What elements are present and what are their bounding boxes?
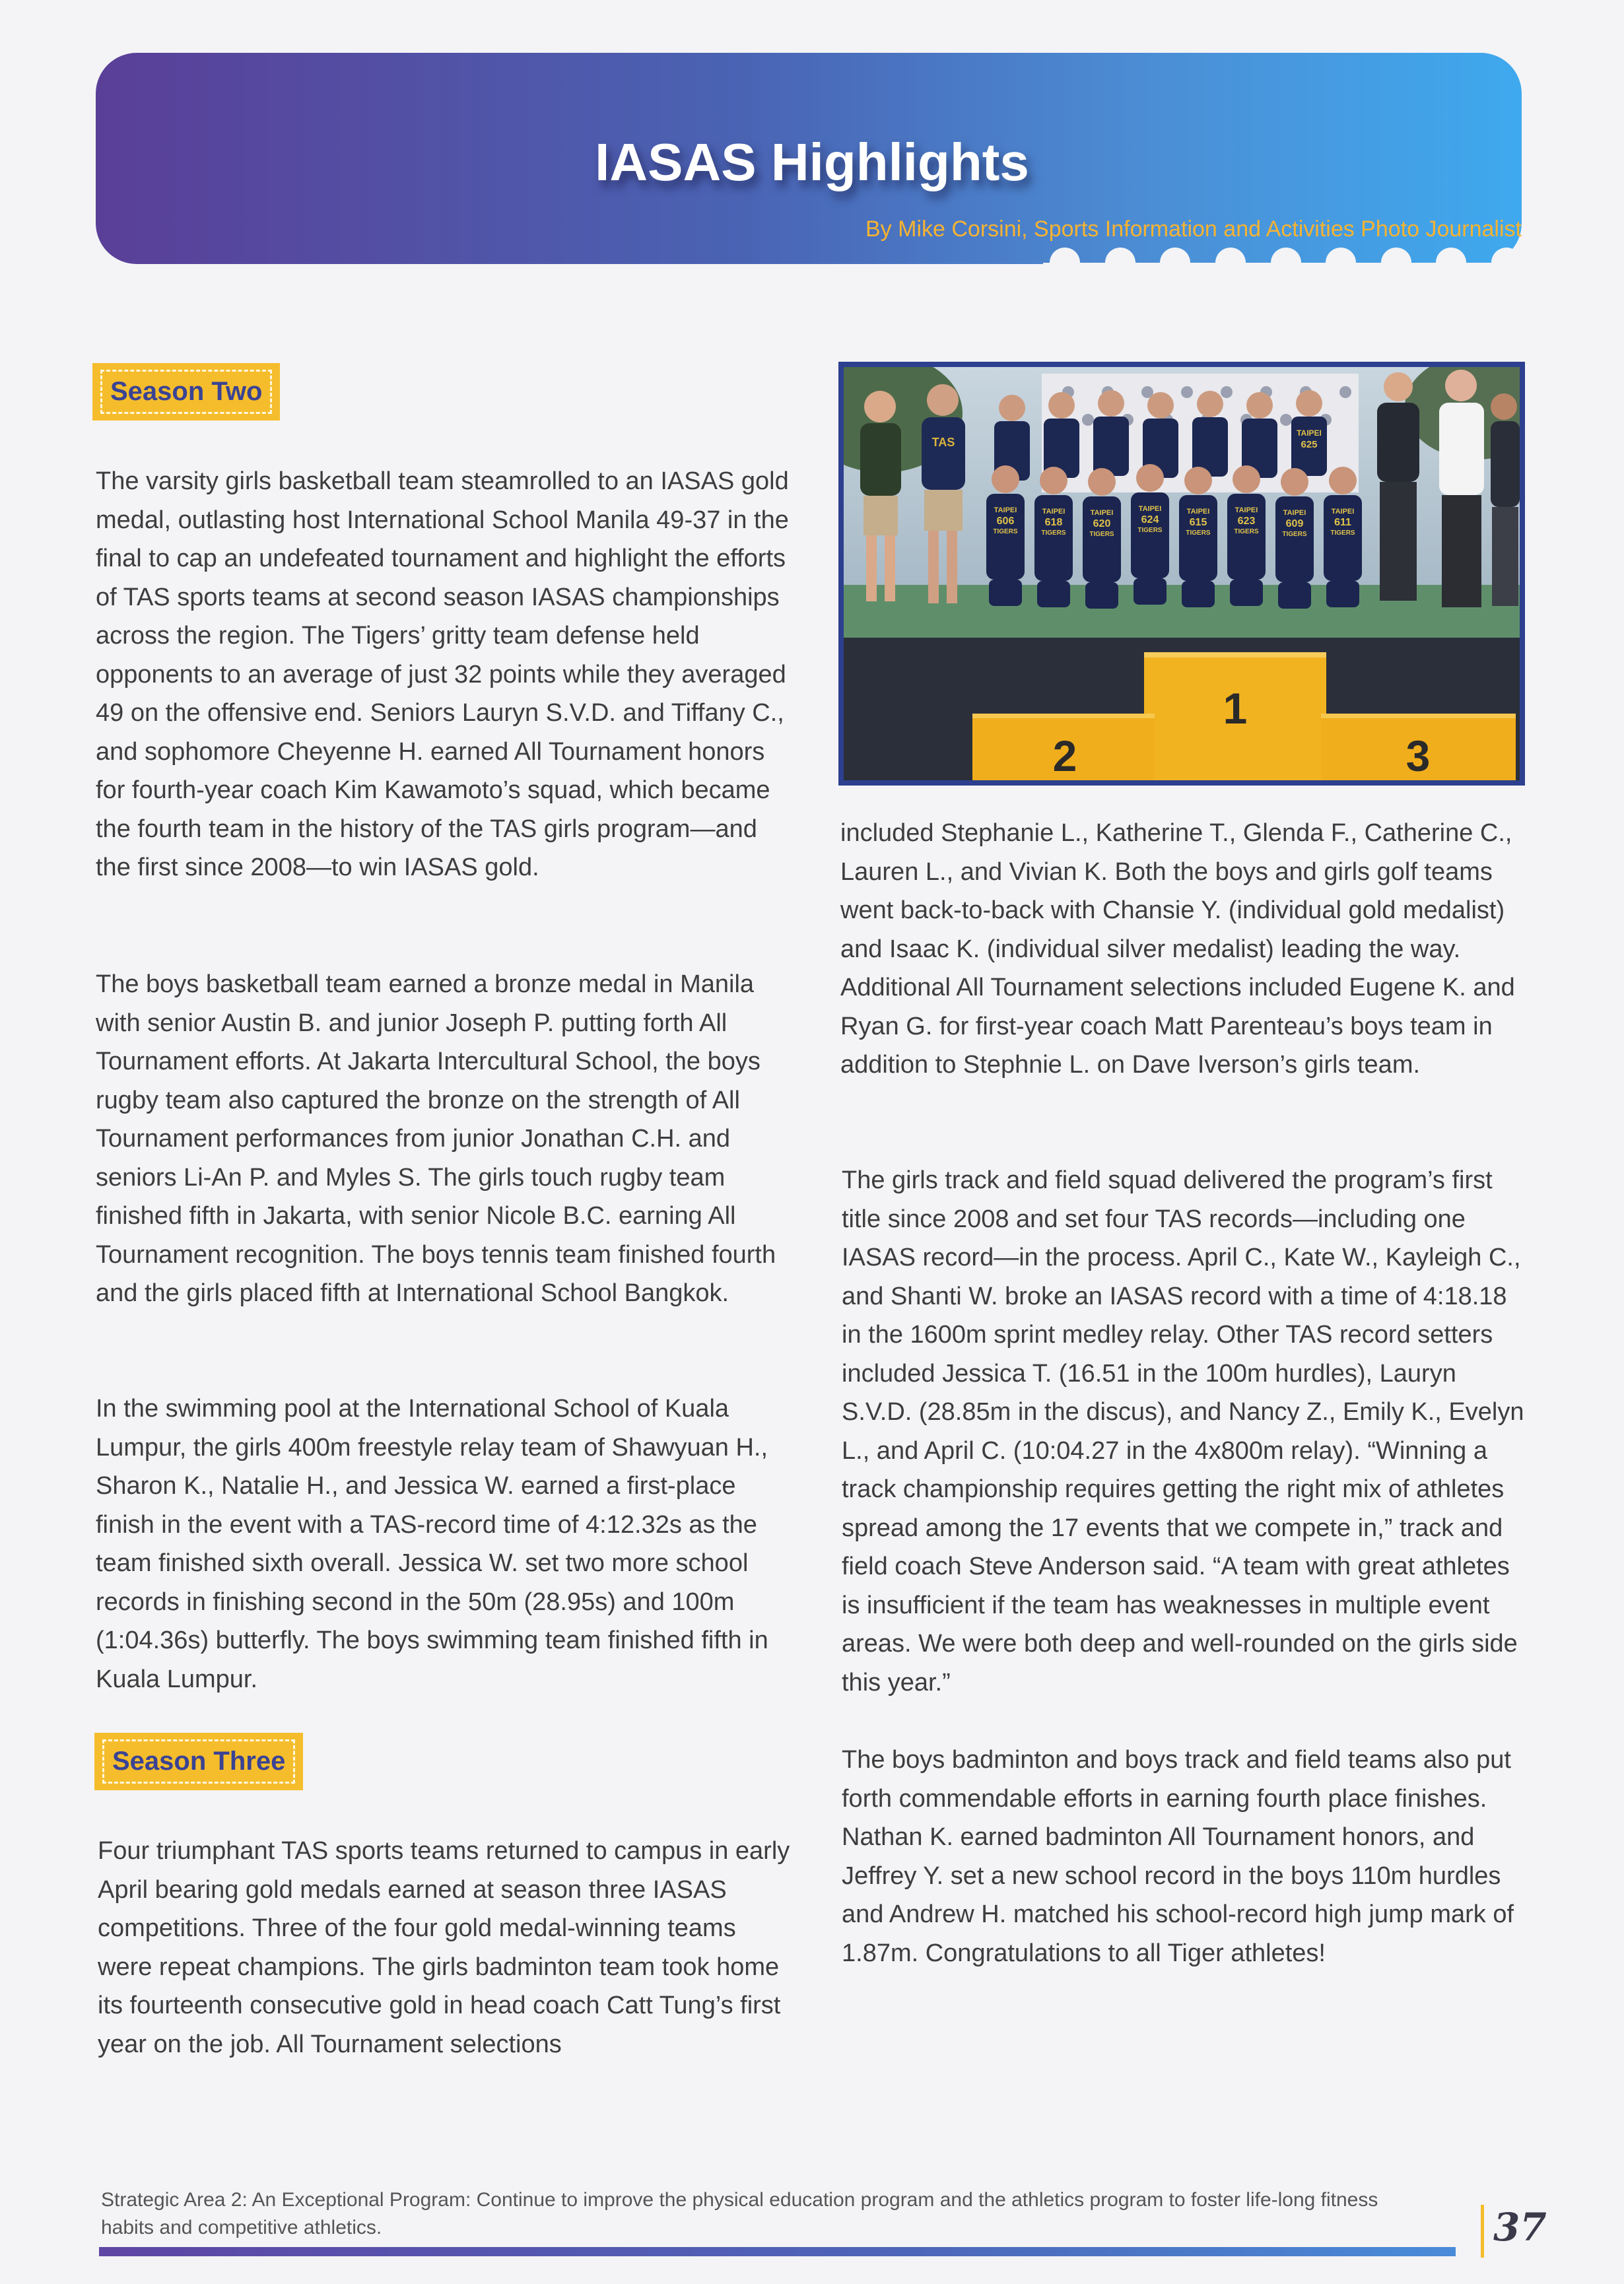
footer-strategic-note: Strategic Area 2: An Exceptional Program: Continue to improve the physical education program and the athletics program to foster life-long fitness habits and competitive athletics. bbox=[101, 2189, 1378, 2238]
coach-shirt-text: TAS bbox=[931, 436, 955, 449]
footer-bar bbox=[99, 2247, 1456, 2256]
banner-dot bbox=[1271, 248, 1301, 278]
jersey-number: 615 bbox=[1189, 517, 1207, 528]
jersey-label: TAIPEI bbox=[1186, 508, 1210, 516]
season-two-label bbox=[92, 363, 280, 420]
jersey-label: TAIPEI bbox=[1283, 509, 1306, 517]
jersey-sublabel: TIGERS bbox=[1282, 531, 1307, 538]
jersey-number: 625 bbox=[1301, 439, 1318, 450]
jersey-number: 623 bbox=[1237, 516, 1256, 527]
jersey-label: TAIPEI bbox=[1235, 506, 1258, 514]
jersey-label: TAIPEI bbox=[1297, 428, 1322, 438]
article-paragraph: included Stephanie L., Katherine T., Glenda F., Catherine C., Lauren L., and Vivian K. Both the boys and girls golf teams went back-to-back with Chansie Y. (individual gold medalist) and Isaac K. (individual silver medalist) leading the way. Additional All Tournament selections included Eugene K. and Ryan G. for first-year coach Matt Parenteau’s boys team in addition to Stephnie L. on Dave Iverson’s girls team. bbox=[840, 819, 1515, 1079]
article-paragraph: The boys badminton and boys track and field teams also put forth commendable efforts in earning fourth place finishes. Nathan K. earned badminton All Tournament honors, and Jeffrey Y. set a new school record in the boys 110m hurdles and Andrew H. matched his school-record high jump mark of 1.87m. Congratulations to all Tiger athletes! bbox=[842, 1746, 1514, 1967]
banner-dot bbox=[1491, 248, 1522, 278]
jersey-number: 618 bbox=[1044, 517, 1063, 528]
jersey-sublabel: TIGERS bbox=[1186, 529, 1211, 537]
jersey-label: TAIPEI bbox=[1090, 509, 1114, 517]
jersey-label: TAIPEI bbox=[1331, 508, 1355, 516]
byline: By Mike Corsini, Sports Information and Activities Photo Journalist bbox=[865, 217, 1522, 242]
jersey-label: TAIPEI bbox=[1042, 508, 1066, 516]
article-paragraph: The boys basketball team earned a bronze medal in Manila with senior Austin B. and junior Joseph P. putting forth All Tournament efforts. At Jakarta Intercultural School, the boys rugby team also captured the bronze on the strength of All Tournament performances from junior Jonathan C.H. and seniors Li-An P. and Myles S. The girls touch rugby team finished fifth in Jakarta, with senior Nicole B.C. earning All Tournament recognition. The boys tennis team finished fourth and the girls placed fifth at International School Bangkok. bbox=[96, 970, 776, 1307]
jersey-label: TAIPEI bbox=[1138, 505, 1162, 513]
season-three-label bbox=[94, 1733, 303, 1790]
season-three-label-text: Season Three bbox=[102, 1739, 295, 1784]
jersey-label: TAIPEI bbox=[994, 506, 1017, 514]
banner-dot-row bbox=[1050, 248, 1522, 274]
jersey-number: 606 bbox=[996, 516, 1015, 527]
jersey-sublabel: TIGERS bbox=[1041, 529, 1066, 537]
jersey-sublabel: TIGERS bbox=[1330, 529, 1355, 537]
jersey-sublabel: TIGERS bbox=[1089, 531, 1114, 538]
page-number-divider bbox=[1481, 2205, 1484, 2258]
team-photo-illustration bbox=[844, 367, 1520, 780]
banner-dot bbox=[1160, 248, 1190, 278]
article-paragraph: The girls track and field squad delivered the program’s first title since 2008 and set four TAS records—including one IASAS record—in the process. April C., Kate W., Kayleigh C., and Shanti W. broke an IASAS record with a time of 4:18.18 in the 1600m sprint medley relay. Other TAS record setters included Jessica T. (16.51 in the 100m hurdles), Lauryn S.V.D. (28.85m in the discus), and Nancy Z., Emily K., Evelyn L., and April C. (10:04.27 in the 4x800m relay). “Winning a track championship requires getting the right mix of athletes spread among the 17 events that we compete in,” track and field coach Steve Anderson said. “A team with great athletes is insufficient if the team has weaknesses in multiple event areas. We were both deep and well-rounded on the girls side this year.” bbox=[842, 1166, 1524, 1696]
jersey-number: 609 bbox=[1285, 518, 1304, 529]
article-paragraph: The varsity girls basketball team steamrolled to an IASAS gold medal, outlasting host International School Manila 49-37 in the final to cap an undefeated tournament and highlight the efforts of TAS sports teams at second season IASAS championships across the region. The Tigers’ gritty team defense held opponents to an average of just 32 points while they averaged 49 on the offensive end. Seniors Lauryn S.V.D. and Tiffany C., and sophomore Cheyenne H. earned All Tournament honors for fourth-year coach Kim Kawamoto’s squad, which became the fourth team in the history of the TAS girls program—and the first since 2008—to win IASAS gold. bbox=[96, 467, 789, 881]
jersey-sublabel: TIGERS bbox=[1137, 527, 1163, 534]
banner-dot bbox=[1050, 248, 1080, 278]
jersey-number: 620 bbox=[1093, 518, 1111, 529]
podium-third-place: 3 bbox=[1405, 731, 1431, 780]
jersey-sublabel: TIGERS bbox=[993, 528, 1018, 535]
banner-dot bbox=[1381, 248, 1411, 278]
jersey-number: 624 bbox=[1141, 514, 1159, 525]
article-paragraph: Four triumphant TAS sports teams returned to campus in early April bearing gold medals earned at season three IASAS competitions. Three of the four gold medal-winning teams were repeat champions. The girls badminton team took home its fourteenth consecutive gold in head coach Catt Tung’s first year on the job. All Tournament selections bbox=[98, 1837, 790, 2058]
season-two-label-text: Season Two bbox=[100, 370, 272, 414]
podium-second-place: 2 bbox=[1052, 731, 1077, 780]
jersey-number: 611 bbox=[1334, 517, 1351, 528]
page-title: IASAS Highlights bbox=[595, 133, 1029, 191]
jersey-sublabel: TIGERS bbox=[1234, 528, 1259, 535]
banner-dot bbox=[1105, 248, 1135, 278]
banner-dot bbox=[1215, 248, 1246, 278]
team-photo bbox=[838, 362, 1525, 786]
banner-dot bbox=[1326, 248, 1356, 278]
article-paragraph: In the swimming pool at the International School of Kuala Lumpur, the girls 400m freestyle relay team of Shawyuan H., Sharon K., Natalie H., and Jessica W. earned a first-place finish in the event with a TAS-record time of 4:12.32s as the team finished sixth overall. Jessica W. set two more school records in finishing second in the 50m (28.95s) and 100m (1:04.36s) butterfly. The boys swimming team finished fifth in Kuala Lumpur. bbox=[96, 1395, 768, 1693]
podium-first-place: 1 bbox=[1223, 684, 1248, 733]
page-number: 37 bbox=[1493, 2205, 1547, 2250]
banner-dot bbox=[1436, 248, 1466, 278]
